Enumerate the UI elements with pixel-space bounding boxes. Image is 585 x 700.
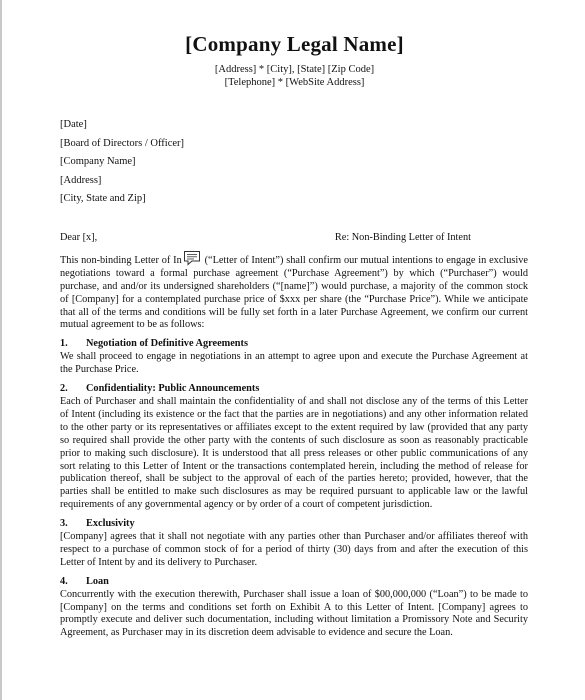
- greeting: Dear [x],: [60, 232, 98, 243]
- company-name: [Company Legal Name]: [185, 32, 404, 56]
- section-3: [60, 518, 528, 570]
- section-title: Loan: [86, 575, 109, 587]
- contact-line: [Telephone] * [WebSite Address]: [224, 77, 365, 88]
- company-field: [Company Name]: [60, 156, 136, 167]
- city-state-zip-field: [City, State and Zip]: [60, 193, 146, 204]
- salutation-row: [60, 232, 528, 245]
- section-number: 1.: [60, 338, 68, 350]
- section-number: 4.: [60, 575, 68, 587]
- section-number: 2.: [60, 383, 68, 395]
- section-title: Exclusivity: [86, 518, 135, 530]
- recipient-block: [60, 118, 184, 211]
- section-text: Each of Purchaser and shall maintain the confidentiality of and shall not disclose any of the terms of this Letter of Intent (including its existence or the fact that the parties are in negotiations) and any other information related to the other party or its representatives or affiliates except to the extent required by law (provided that any party so required shall provide the other party with the contents of such disclosure as soon as reasonably practicable prior to making such disclosure). It is understood that all press releases or other public communications of any sort relating to this Letter of Intent or the transactions contemplated herein, including the method of release for publication thereof, shall be subject to the approval of each of the parties hereto; provided, however, that the parties shall be entitled to make such disclosures as may be required pursuant to applicable law or the lawful requirements of any governmental agency or by order of a court of competent jurisdiction.: [60, 395, 528, 511]
- intro-paragraph: [60, 250, 528, 332]
- section-title: Confidentiality: Public Announcements: [86, 383, 260, 395]
- intro-text-start: This non-binding Letter of In: [60, 254, 182, 266]
- section-text: Concurrently with the execution therewith, Purchaser shall issue a loan of $00,000,000 (“Loan”) to be made to [Company] on the terms and conditions set forth on Exhibit A to this Letter of Intent. [Company] agrees to promptly execute and deliver such documentation, including without limitation a Promissory Note and Security Agreement, as Purchaser may in its discretion deem advisable to evidence and secure the Loan.: [60, 588, 528, 639]
- board-field: [Board of Directors / Officer]: [60, 137, 185, 149]
- section-text: We shall proceed to engage in negotiations in an attempt to agree upon and execute the Purchase Agreement at the Purchase Price.: [60, 351, 528, 376]
- section-2: [60, 383, 528, 512]
- section-1: [60, 338, 528, 377]
- letterhead: [2, 32, 585, 89]
- address-line: [Address] * [City], [State] [Zip Code]: [214, 64, 375, 75]
- intro-text-rest: (“Letter of Intent”) shall confirm our mutual intentions to engage in exclusive negotiations toward a formal purchase agreement (“Purchase Agreement”) by which (“Purchaser”) would purchase, and and/or its undersigned shareholders (“[name]”) would purchase, a majority of the common stock of [Company] for a contemplated purchase price of $xxx per share (the “Purchase Price”). While we anticipate that all of the terms and conditions will be fully set forth in a later Purchase Agreement, we confirm our current mutual agreement to be as follows:: [60, 254, 528, 331]
- section-text: [Company] agrees that it shall not negotiate with any parties other than Purchaser and/or affiliates thereof with respect to a purchase of common stock of for a period of thirty (30) days from and after the execution of this Letter of Intent by and its delivery to Purchaser.: [60, 531, 528, 568]
- letter-body: [60, 232, 528, 640]
- address-field: [Address]: [60, 174, 102, 186]
- section-number: 3.: [60, 518, 68, 530]
- section-title: Negotiation of Definitive Agreements: [86, 338, 248, 350]
- date-field: [Date]: [60, 119, 87, 130]
- section-4: [60, 576, 528, 641]
- comment-note-icon[interactable]: [183, 250, 201, 266]
- re-line: Re: Non-Binding Letter of Intent: [334, 232, 471, 243]
